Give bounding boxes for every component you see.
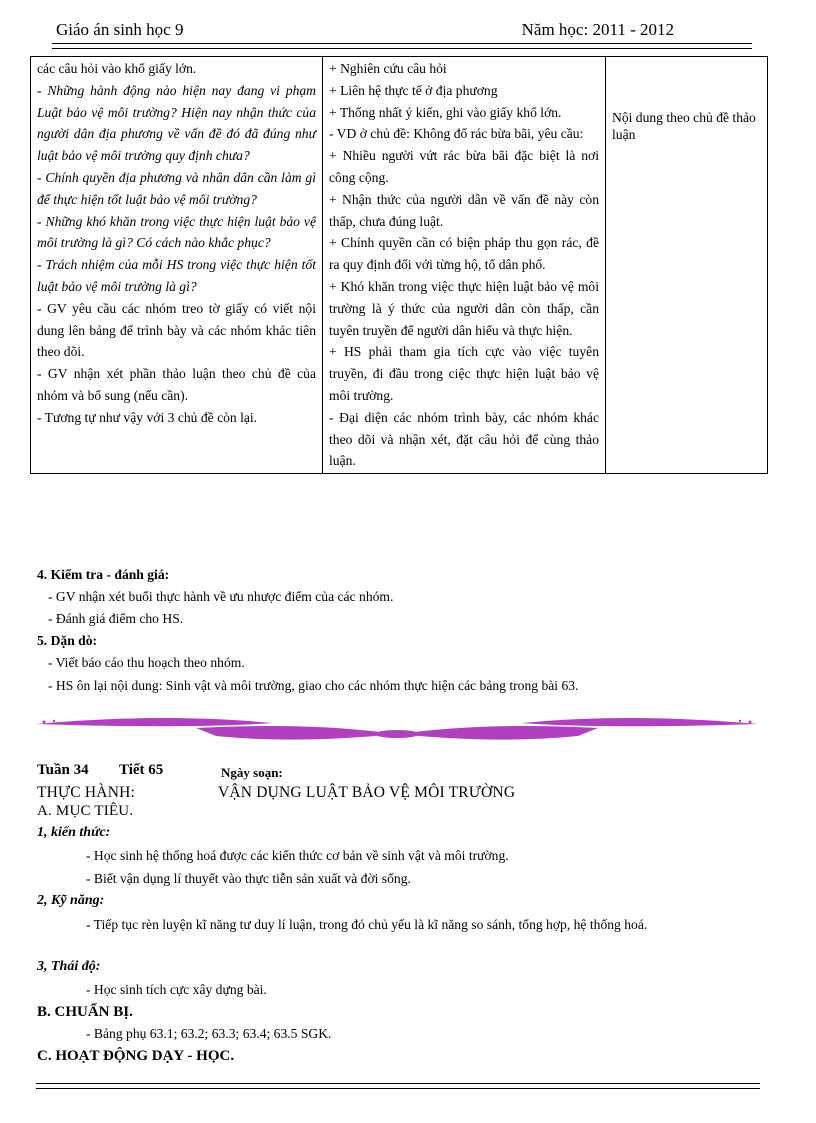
student-activity-item: + Thống nhất ý kiến, ghi vào giấy khổ lớn. [329, 104, 562, 120]
teacher-activity-item: - Tương tự như vậy với 3 chủ đề còn lại. [37, 409, 258, 425]
lesson-type: THỰC HÀNH: [37, 784, 135, 801]
prep-heading: B. CHUẨN BỊ. [37, 1004, 133, 1020]
teacher-activity-item: - Những khó khăn trong việc thực hiện luật bảo vệ môi trường là gì? Có cách nào khắc phục? [37, 213, 316, 251]
attitude-heading: 3, Thái độ: [37, 959, 101, 974]
ornament-icon [36, 718, 758, 740]
skills-heading: 2, Kỹ năng: [37, 893, 105, 908]
prep-item: - Bảng phụ 63.1; 63.2; 63.3; 63.4; 63.5 SGK. [86, 1026, 332, 1041]
activities-heading: C. HOẠT ĐỘNG DẠY - HỌC. [37, 1048, 235, 1064]
student-activity-cell [323, 57, 606, 474]
teacher-activity-list [37, 58, 316, 429]
student-activity-item: + Chính quyền cần có biện pháp thu gọn rác, đề ra quy định đối với từng hộ, tổ dân phố. [329, 235, 599, 273]
page-header [52, 20, 752, 44]
teacher-activity-item: - Trách nhiệm của mỗi HS trong việc thực hiện tốt luật bảo vệ môi trường là gì? [37, 257, 316, 294]
student-activity-item: - Đại diện các nhóm trình bày, các nhóm khác theo dõi và nhận xét, đặt câu hỏi để cùng thảo luận. [329, 409, 599, 469]
footer-rule [36, 1083, 760, 1089]
period-label: Tiết 65 [119, 762, 164, 778]
student-activity-item: - VD ở chủ đề: Không đổ rác bừa bãi, yêu cầu: [329, 126, 584, 142]
section-4-heading: 4. Kiểm tra - đánh giá: [37, 567, 170, 582]
knowledge-heading: 1, kiến thức: [37, 825, 111, 840]
content-cell [606, 57, 768, 474]
student-activity-item: + Nhận thức của người dân về vấn đề này còn thấp, chưa đúng luật. [329, 191, 599, 229]
teacher-activity-item: - Những hành động nào hiện nay đang vi phạm Luật bảo vệ môi trường? Hiện nay nhận thức của người dân địa phương về vấn đề đó đã đúng như luật bảo vệ môi trường quy định chưa? [37, 82, 316, 164]
attitude-item: - Học sinh tích cực xây dựng bài. [86, 982, 267, 997]
student-activity-item: + Nghiên cứu câu hỏi [329, 61, 447, 76]
content-text: Nội dung theo chủ đề thảo luận [612, 110, 756, 142]
date-label: Ngày soạn: [221, 765, 283, 780]
objectives-heading: A. MỤC TIÊU. [37, 803, 134, 819]
teacher-activity-item: - Chính quyền địa phương và nhân dân cần làm gì để thực hiện tốt luật bảo vệ môi trường? [37, 169, 316, 207]
section-5-item: - HS ôn lại nội dung: Sinh vật và môi trường, giao cho các nhóm thực hiện các bảng trong bài 63. [48, 678, 579, 693]
table-row [31, 57, 768, 474]
teacher-activity-cell [31, 57, 323, 474]
decorative-divider [36, 716, 758, 746]
header-school-year: Năm học: 2011 - 2012 [521, 20, 674, 39]
week-label: Tuần 34 [37, 762, 89, 778]
teacher-activity-item: các câu hỏi vào khổ giấy lớn. [37, 61, 197, 76]
student-activity-list [329, 58, 599, 472]
section-4-item: - GV nhận xét buổi thực hành về ưu nhược điểm của các nhóm. [48, 589, 394, 604]
header-subject: Giáo án sinh học 9 [56, 20, 184, 39]
skills-text: - Tiếp tục rèn luyện kĩ năng tư duy lí luận, trong đó chủ yếu là kĩ năng so sánh, tổng hợp, hệ thống hoá. [86, 917, 648, 932]
student-activity-item: + Liên hệ thực tế ở địa phương [329, 82, 498, 98]
knowledge-item: - Biết vận dụng lí thuyết vào thực tiễn sản xuất và đời sống. [86, 871, 411, 886]
teacher-activity-item: - GV yêu cầu các nhóm treo tờ giấy có viết nội dung lên bảng để trình bày và các nhóm khác tiên theo dõi. [37, 300, 316, 360]
student-activity-item: + Nhiều người vứt rác bừa bãi đặc biệt là nơi công cộng. [329, 148, 599, 185]
section-5-item: - Viết báo cáo thu hoạch theo nhóm. [48, 655, 245, 670]
knowledge-item: - Học sinh hệ thống hoá được các kiến thức cơ bản về sinh vật và môi trường. [86, 848, 509, 863]
section-5-heading: 5. Dặn dò: [37, 633, 98, 648]
lesson-title: VẬN DỤNG LUẬT BẢO VỆ MÔI TRƯỜNG [218, 784, 516, 801]
student-activity-item: + HS phải tham gia tích cực vào việc tuyên truyền, đi đầu trong ciệc thực hiện luật bảo vệ môi trường. [329, 344, 599, 403]
teacher-activity-item: - GV nhận xét phần thảo luận theo chủ đề của nhóm và bổ sung (nếu cần). [37, 366, 316, 403]
header-rule [52, 43, 752, 49]
student-activity-item: + Khó khăn trong việc thực hiện luật bảo vệ môi trường là ý thức của người dân còn thấp, cần tuyên truyền để người dân hiểu và thực hiện. [329, 278, 599, 338]
section-4-item: - Đánh giá điểm cho HS. [48, 611, 184, 626]
activity-table [30, 56, 768, 474]
